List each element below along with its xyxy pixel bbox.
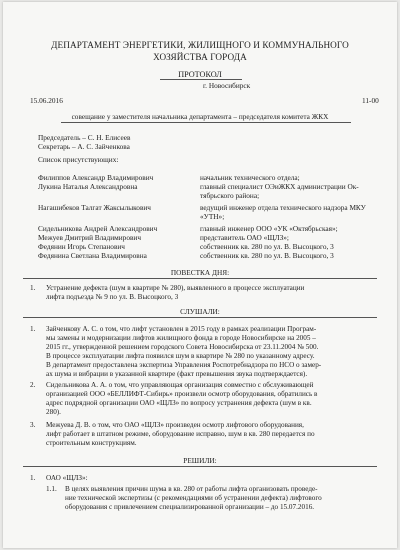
heard-item-line: мы замены и модернизации лифтов жилищного фонда в городе Новосибирске на 2005 – <box>46 334 316 342</box>
decided-divider <box>23 466 377 467</box>
attendee-name: Лукина Наталья Александровна <box>38 182 138 191</box>
chairman: Председатель – С. Н. Елисеев <box>38 133 131 142</box>
protocol-page <box>3 2 397 548</box>
attendee-name: Федянина Светлана Владимировна <box>38 251 147 260</box>
agenda-item-line: лифта подъезда № 9 по ул. В. Высоцкого, 3 <box>46 293 179 301</box>
heard-item-line: Сидельникова А. А. о том, что управляющая организация совместно с обслуживающей <box>46 381 314 389</box>
decided-subitem-line: ние технической экспертизы (с рекомендациями об устранении дефекта) лифтового <box>65 494 322 502</box>
attendee-role: собственник кв. 280 по ул. В. Высоцкого, 3 <box>200 242 334 251</box>
decided-item-label: ОАО «ЩЛЗ»: <box>46 474 88 482</box>
attendee-name: Филиппов Александр Владимирович <box>38 173 154 182</box>
agenda-item-number: 1. <box>30 284 36 292</box>
heard-item-line: Зайченкову А. С. о том, что лифт установлен в 2015 году в рамках реализации Програм- <box>46 325 317 333</box>
department-name-line2: ХОЗЯЙСТВА ГОРОДА <box>153 52 247 62</box>
decided-subitem-line: оборудования с привлечением специализированной организации – до 15.07.2016. <box>65 503 315 511</box>
attendee-role: собственник кв. 280 по ул. В. Высоцкого, 3 <box>200 251 334 260</box>
attendee-role: ведущий инженер отдела технического надзора МКУ <box>200 203 366 212</box>
protocol-date: 15.06.2016 <box>30 96 63 105</box>
attendee-role: представитель ОАО «ЩЛЗ»; <box>200 233 289 242</box>
heard-item-line: 280). <box>46 408 61 416</box>
heard-item-line: 2015 гг., утвержденной решением городского Совета Новосибирска от 23.11.2004 № 500. <box>46 343 319 351</box>
heard-item-line: В процессе эксплуатации лифта появился шум в квартире № 280 по указанному адресу. <box>46 352 315 360</box>
department-name-line1: ДЕПАРТАМЕНТ ЭНЕРГЕТИКИ, ЖИЛИЩНОГО И КОММУНАЛЬНОГО <box>51 40 349 50</box>
decided-heading: РЕШИЛИ: <box>183 456 217 465</box>
attendee-name: Нагашибеков Талгат Жаксылыкович <box>38 203 151 212</box>
attendee-name: Сидельникова Андрей Александрович <box>38 224 158 233</box>
secretary: Секретарь – А. С. Зайченкова <box>38 142 130 151</box>
heard-item-line: лифт работает в штатном режиме, оборудование исправно, шум в кв. 280 передается по <box>46 430 315 438</box>
agenda-item-line: Устранение дефекта (шум в квартире № 280), выявленного в процессе эксплуатации <box>46 284 305 292</box>
heard-item-line: строительным конструкциям. <box>46 439 137 447</box>
attendee-name: Межуев Дмитрий Владимирович <box>38 233 141 242</box>
agenda-heading: ПОВЕСТКА ДНЯ: <box>170 268 230 277</box>
attendee-role: тябрьского района; <box>200 191 260 200</box>
heard-item-line: Межуева Д. В. о том, что ОАО «ЩЛЗ» произведен осмотр лифтового оборудования, <box>46 421 304 429</box>
attendees-heading: Список присутствующих: <box>38 155 119 164</box>
heard-divider <box>23 317 377 318</box>
decided-subitem-number: 1.1. <box>46 485 57 493</box>
subject-divider <box>61 122 351 123</box>
heard-item-line: организацией ООО «БЕЛЛИФТ-Сибирь» произвели осмотр оборудования, обратились в <box>46 390 318 398</box>
heard-item-line: В департамент предоставлена экспертиза Управления Роспотребнадзора по НСО о замер- <box>46 361 322 369</box>
heard-item-number: 2. <box>30 381 36 389</box>
heard-heading: СЛУШАЛИ: <box>180 307 220 316</box>
heard-item-line: ах шума и вибрации в указанной квартире (факт превышения звука подтверждается). <box>46 370 308 378</box>
attendee-role: главный специалист ОЭиЖКХ администрации Ок- <box>200 182 359 191</box>
city: г. Новосибирск <box>203 81 251 90</box>
heard-item-number: 3. <box>30 421 36 429</box>
meeting-subject: совещание у заместителя начальника департамента – председателя комитета ЖКХ <box>71 112 329 121</box>
heard-item-number: 1. <box>30 325 36 333</box>
heard-item-line: адрес подрядной организации ОАО «ЩЛЗ» по вопросу устранения дефекта (шум в кв. <box>46 399 312 407</box>
attendee-role: главный инженер ООО «УК «Октябрьская»; <box>200 224 338 233</box>
protocol-time: 11-00 <box>362 96 379 105</box>
title-divider <box>160 79 242 80</box>
decided-subitem-line: В целях выявления причин шума в кв. 280 от работы лифта организовать проведе- <box>65 485 318 493</box>
attendee-name: Федянин Игорь Степанович <box>38 242 125 251</box>
attendee-role: «УТН»; <box>200 212 225 221</box>
protocol-title: ПРОТОКОЛ <box>178 70 222 79</box>
agenda-divider <box>23 278 377 279</box>
decided-item-number: 1. <box>30 474 36 482</box>
attendee-role: начальник технического отдела; <box>200 173 300 182</box>
